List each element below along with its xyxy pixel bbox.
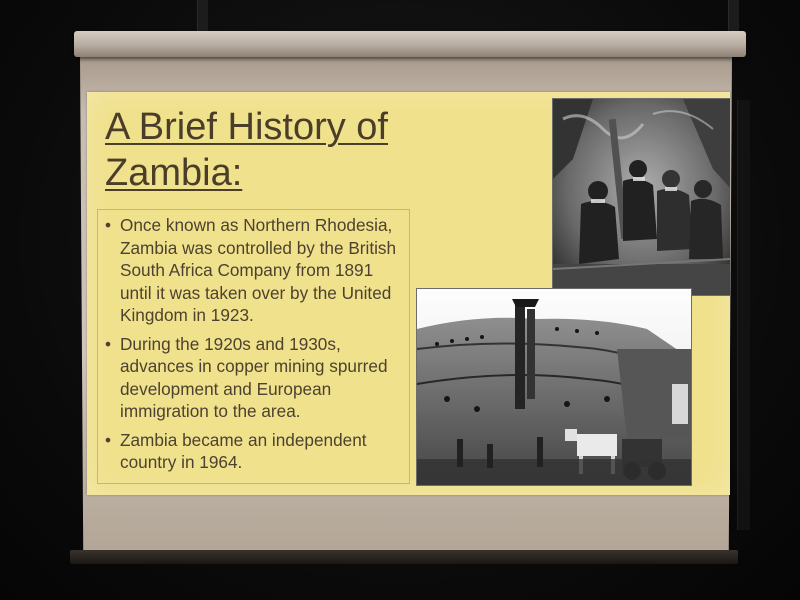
mine-workers-illustration (553, 99, 730, 295)
ceiling-mount-right (728, 0, 739, 34)
slide-title-line2: Zambia: (105, 152, 243, 194)
open-pit-mine-illustration (417, 289, 691, 485)
slide-title (105, 104, 405, 196)
bullet-item: • During the 1920s and 1930s, advances in copper mining spurred development and European immigration to the area. (104, 333, 403, 423)
mine-workers-photo (552, 98, 730, 296)
slide-title-line1: A Brief History of (105, 106, 388, 148)
bullet-textbox (97, 209, 410, 484)
bullet-item: • Once known as Northern Rhodesia, Zambia was controlled by the British South Africa Company from 1891 until it was taken over by the United Kingdom in 1923. (104, 214, 403, 327)
screen-top-rod (74, 31, 746, 57)
presentation-slide (87, 92, 730, 495)
open-pit-mine-photo (416, 288, 692, 486)
ceiling-mount-left (197, 0, 208, 34)
screen-bottom-bar (70, 550, 738, 564)
screen-stand (737, 100, 750, 530)
bullet-item: • Zambia became an independent country in 1964. (104, 429, 403, 474)
